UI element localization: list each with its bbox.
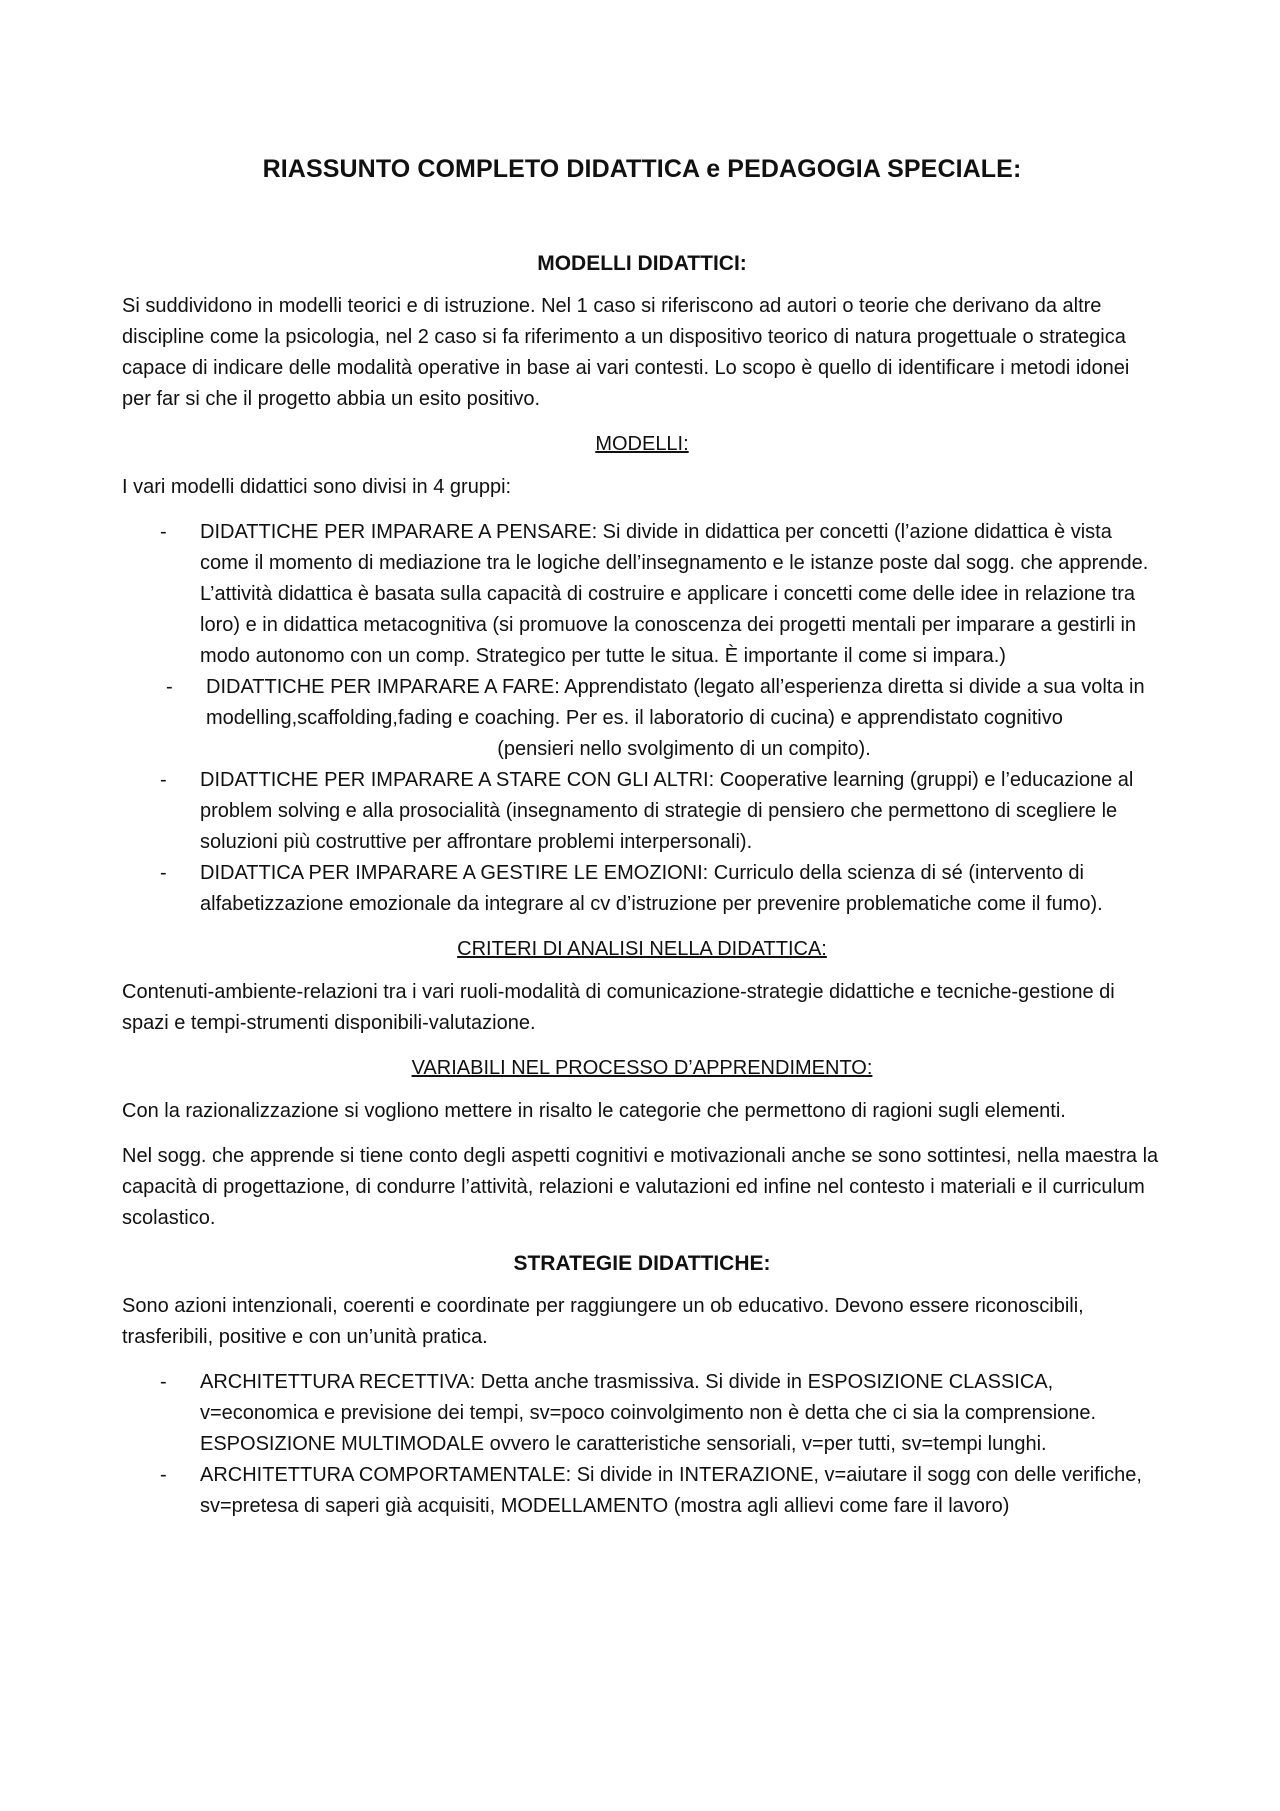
list-item bbox=[122, 1367, 1162, 1460]
list-item bbox=[122, 672, 1162, 765]
paragraph-variabili-1: Con la razionalizzazione si vogliono mettere in risalto le categorie che permettono di ragioni sugli elementi. bbox=[122, 1100, 1066, 1122]
list-item-text: DIDATTICHE PER IMPARARE A STARE CON GLI ALTRI: Cooperative learning (gruppi) e l’educazione al problem solving e alla prosocialità (insegnamento di strategie di pensiero che permettono di scegliere le soluzioni più costruttive per affrontare problemi interpersonali). bbox=[200, 769, 1134, 853]
subheading-modelli: MODELLI: bbox=[595, 433, 689, 455]
bullet-dash: - bbox=[166, 676, 173, 698]
section-heading-strategie: STRATEGIE DIDATTICHE: bbox=[513, 1252, 771, 1275]
list-item-text: DIDATTICHE PER IMPARARE A PENSARE: Si divide in didattica per concetti (l’azione didattica è vista come il momento di mediazione tra le logiche dell’insegnamento e le istanze poste dal sogg. che apprende. L’attività didattica è basata sulla capacità di costruire e applicare i concetti come delle idee in relazione tra loro) e in didattica metacognitiva (si promuove la conoscenza dei progetti mentali per imparare a gestirli in modo autonomo con un comp. Strategico per tutte le situa. È importante il come si impara.) bbox=[200, 521, 1149, 667]
paragraph-variabili-2: Nel sogg. che apprende si tiene conto degli aspetti cognitivi e motivazionali anche se sono sottintesi, nella maestra la capacità di progettazione, di condurre l’attività, relazioni e valutazioni ed infine nel contesto i materiali e il curriculum scolastico. bbox=[122, 1145, 1159, 1229]
document-title: RIASSUNTO COMPLETO DIDATTICA e PEDAGOGIA SPECIALE: bbox=[262, 155, 1022, 183]
bullet-dash: - bbox=[160, 862, 167, 884]
bullet-dash: - bbox=[160, 1371, 167, 1393]
list-item-text: DIDATTICHE PER IMPARARE A FARE: Apprendistato (legato all’esperienza diretta si divide a sua volta in modelling,scaffolding,fading e coaching. Per es. il laboratorio di cucina) e apprendistato cognitivo bbox=[206, 676, 1145, 729]
bullet-dash: - bbox=[160, 1464, 167, 1486]
paragraph-criteri: Contenuti-ambiente-relazioni tra i vari ruoli-modalità di comunicazione-strategie didattiche e tecniche-gestione di spazi e tempi-strumenti disponibili-valutazione. bbox=[122, 981, 1115, 1034]
paragraph-modelli-didattici-intro: Si suddividono in modelli teorici e di istruzione. Nel 1 caso si riferiscono ad autori o teorie che derivano da altre discipline come la psicologia, nel 2 caso si fa riferimento a un dispositivo teorico di natura progettuale o strategica capace di indicare delle modalità operative in base ai vari contesti. Lo scopo è quello di identificare i metodi idonei per far si che il progetto abbia un esito positivo. bbox=[122, 295, 1130, 410]
list-modelli-groups bbox=[122, 517, 1162, 920]
list-item bbox=[122, 517, 1162, 672]
list-item bbox=[122, 1460, 1162, 1522]
list-item bbox=[122, 765, 1162, 858]
list-item-text-tail: (pensieri nello svolgimento di un compito). bbox=[497, 738, 871, 760]
bullet-dash: - bbox=[160, 521, 167, 543]
list-item-text: ARCHITETTURA COMPORTAMENTALE: Si divide in INTERAZIONE, v=aiutare il sogg con delle verifiche, sv=pretesa di saperi già acquisiti, MODELLAMENTO (mostra agli allievi come fare il lavoro) bbox=[200, 1464, 1142, 1517]
bullet-dash: - bbox=[160, 769, 167, 791]
section-heading-modelli-didattici: MODELLI DIDATTICI: bbox=[537, 252, 747, 275]
paragraph-strategie-intro: Sono azioni intenzionali, coerenti e coordinate per raggiungere un ob educativo. Devono essere riconoscibili, trasferibili, positive e con un’unità pratica. bbox=[122, 1295, 1084, 1348]
list-item-text: DIDATTICA PER IMPARARE A GESTIRE LE EMOZIONI: Curriculo della scienza di sé (intervento di alfabetizzazione emozionale da integrare al cv d’istruzione per prevenire problematiche come il fumo). bbox=[200, 862, 1103, 915]
list-item bbox=[122, 858, 1162, 920]
paragraph-modelli-intro: I vari modelli didattici sono divisi in 4 gruppi: bbox=[122, 476, 512, 498]
list-item-text: ARCHITETTURA RECETTIVA: Detta anche trasmissiva. Si divide in ESPOSIZIONE CLASSICA, v=economica e previsione dei tempi, sv=poco coinvolgimento non è detta che ci sia la comprensione. ESPOSIZIONE MULTIMODALE ovvero le caratteristiche sensoriali, v=per tutti, sv=tempi lunghi. bbox=[200, 1371, 1097, 1455]
list-strategie bbox=[122, 1367, 1162, 1522]
subheading-variabili: VARIABILI NEL PROCESSO D’APPRENDIMENTO: bbox=[411, 1057, 873, 1079]
subheading-criteri: CRITERI DI ANALISI NELLA DIDATTICA: bbox=[457, 938, 827, 960]
document-content bbox=[122, 152, 1162, 1536]
